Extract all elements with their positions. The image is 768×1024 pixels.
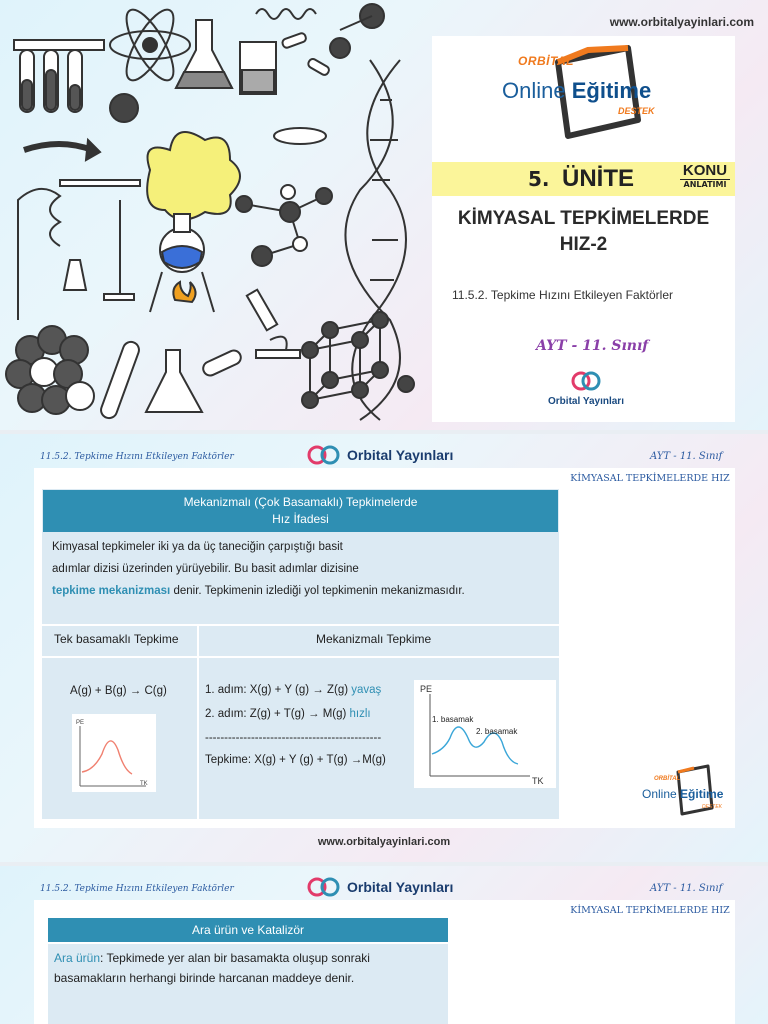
- footer-site-url[interactable]: www.orbitalyayinlari.com: [317, 836, 451, 848]
- chart1-ylabel: PE: [76, 720, 85, 726]
- unit-title: [432, 206, 735, 258]
- step2-speed: hızlı: [349, 708, 371, 720]
- petri-dish-icon: [274, 128, 326, 144]
- overall-equation: Tepkime: X(g) + Y (g) + T(g) →M(g): [205, 754, 386, 766]
- header-topic: 11.5.2. Tepkime Hızını Etkileyen Faktörler: [40, 884, 234, 894]
- online-egitime-destek-logo-small: [640, 764, 736, 824]
- divider: [197, 624, 199, 819]
- chart1-xlabel: TK: [140, 781, 148, 787]
- divider: [42, 624, 559, 626]
- chart2-ylabel: PE: [420, 684, 433, 694]
- header-publisher-name: Orbital Yayınları: [347, 879, 454, 895]
- col-mechanism-head: Mekanizmalı Tepkime: [316, 632, 432, 646]
- orbital-infinity-icon: [306, 877, 342, 897]
- intro-line1: Kimyasal tepkimeler iki ya da üç taneciğin çarpıştığı basit: [52, 541, 343, 553]
- test-tube-icon: [99, 340, 141, 421]
- highlight-term: tepkime mekanizması: [52, 585, 171, 597]
- chart2-xlabel: TK: [532, 776, 544, 786]
- unit-title-line2: HIZ-2: [559, 234, 608, 255]
- header-publisher-logo: [306, 876, 453, 898]
- header-publisher-name: Orbital Yayınları: [347, 447, 454, 463]
- box-title-line2: Hız İfadesi: [272, 512, 329, 526]
- header-level: AYT - 11. Sınıf: [650, 451, 723, 462]
- definition-line1: Ara ürün: Tepkimede yer alan bir basamakta oluşup sonraki: [54, 951, 370, 965]
- beaker-icon: [240, 42, 276, 94]
- intermediate-slide: [0, 866, 768, 1024]
- header-publisher-logo: [306, 444, 453, 466]
- unit-word: ÜNİTE: [562, 165, 634, 192]
- mechanism-slide: [0, 434, 768, 862]
- definition-term: Ara ürün: [54, 951, 101, 965]
- unit-number: 5.: [528, 167, 550, 191]
- capsule-icon: [201, 348, 243, 378]
- box-title-line1: Mekanizmalı (Çok Basamaklı) Tepkimelerde: [183, 495, 418, 509]
- molecule-icon: [236, 185, 332, 266]
- orbital-infinity-icon: [571, 370, 601, 392]
- step1-equation: 1. adım: X(g) + Y (g) → Z(g) yavaş: [205, 684, 382, 696]
- step2-equation: 2. adım: Z(g) + T(g) → M(g) hızlı: [205, 708, 371, 720]
- intro-line3: tepkime mekanizması denir. Tepkimenin izlediği yol tepkimenin mekanizmasıdır.: [52, 585, 465, 597]
- header-level: AYT - 11. Sınıf: [650, 883, 723, 894]
- online-egitime-destek-logo: [488, 40, 698, 150]
- anlatimi-label: ANLATIMI: [680, 179, 730, 189]
- level-label: AYT - 11. Sınıf: [536, 338, 649, 354]
- header-tag: KİMYASAL TEPKİMELERDE HIZ: [565, 900, 735, 922]
- spring-icon: [256, 9, 316, 19]
- mechanism-box-title: [43, 490, 558, 532]
- flask-icon: [176, 20, 232, 88]
- mechanism-energy-chart: [414, 680, 556, 788]
- unit-bar: [432, 162, 735, 196]
- reaction-flask-icon: [147, 132, 240, 312]
- intro-line2: adımlar dizisi üzerinden yürüyebilir. Bu basit adımlar dizisine: [52, 563, 359, 575]
- logo-destek-text: DESTEK: [618, 106, 655, 116]
- microscope-icon: [247, 290, 300, 358]
- publisher-name: Orbital Yayınları: [548, 396, 624, 407]
- svg-text:Online Eğitime: Online Eğitime: [642, 787, 724, 801]
- svg-text:ORBİTAL: ORBİTAL: [654, 776, 681, 782]
- logo-online-text: Online Eğitime: [502, 78, 652, 103]
- divider: [42, 656, 559, 658]
- col-single-step-head: Tek basamaklı Tepkime: [54, 632, 179, 646]
- konu-anlatimi-badge: [676, 162, 734, 196]
- single-step-energy-chart: [72, 714, 156, 792]
- header-tag: KİMYASAL TEPKİMELERDE HIZ: [565, 468, 735, 490]
- chemistry-illustration: [0, 0, 430, 430]
- intro-text: [52, 536, 552, 602]
- konu-label: KONU: [682, 162, 728, 179]
- distillation-icon: [18, 180, 140, 320]
- orbital-infinity-icon: [306, 445, 342, 465]
- single-step-equation: A(g) + B(g) → C(g): [70, 685, 167, 697]
- dash-separator: ----------------------------------------------: [205, 732, 382, 744]
- header-topic: 11.5.2. Tepkime Hızını Etkileyen Faktörler: [40, 452, 234, 462]
- chart2-peak2-label: 2. basamak: [476, 727, 518, 736]
- crystal-lattice-icon: [302, 312, 414, 408]
- unit-title-line1: KİMYASAL TEPKİMELERDE: [457, 208, 710, 229]
- publisher-logo: [544, 370, 628, 412]
- svg-text:DESTEK: DESTEK: [702, 804, 723, 810]
- logo-orbital-text: ORBİTAL: [518, 54, 574, 68]
- test-tubes-icon: [14, 40, 104, 112]
- definition-line2: basamakların herhangi birinde harcanan maddeye denir.: [54, 971, 355, 985]
- site-url[interactable]: www.orbitalyayinlari.com: [609, 15, 754, 29]
- title-slide: [0, 0, 768, 430]
- step1-speed: yavaş: [351, 684, 382, 696]
- atom-icon: [110, 3, 190, 86]
- erlenmeyer-icon: [146, 350, 202, 412]
- unit-subtitle: 11.5.2. Tepkime Hızını Etkileyen Faktörler: [452, 288, 673, 302]
- atom-cluster-icon: [6, 326, 94, 414]
- intermediate-definition-box: [48, 944, 448, 1024]
- arrow-icon: [24, 144, 92, 150]
- intermediate-box-title: Ara ürün ve Katalizör: [48, 918, 448, 942]
- chart2-peak1-label: 1. basamak: [432, 715, 474, 724]
